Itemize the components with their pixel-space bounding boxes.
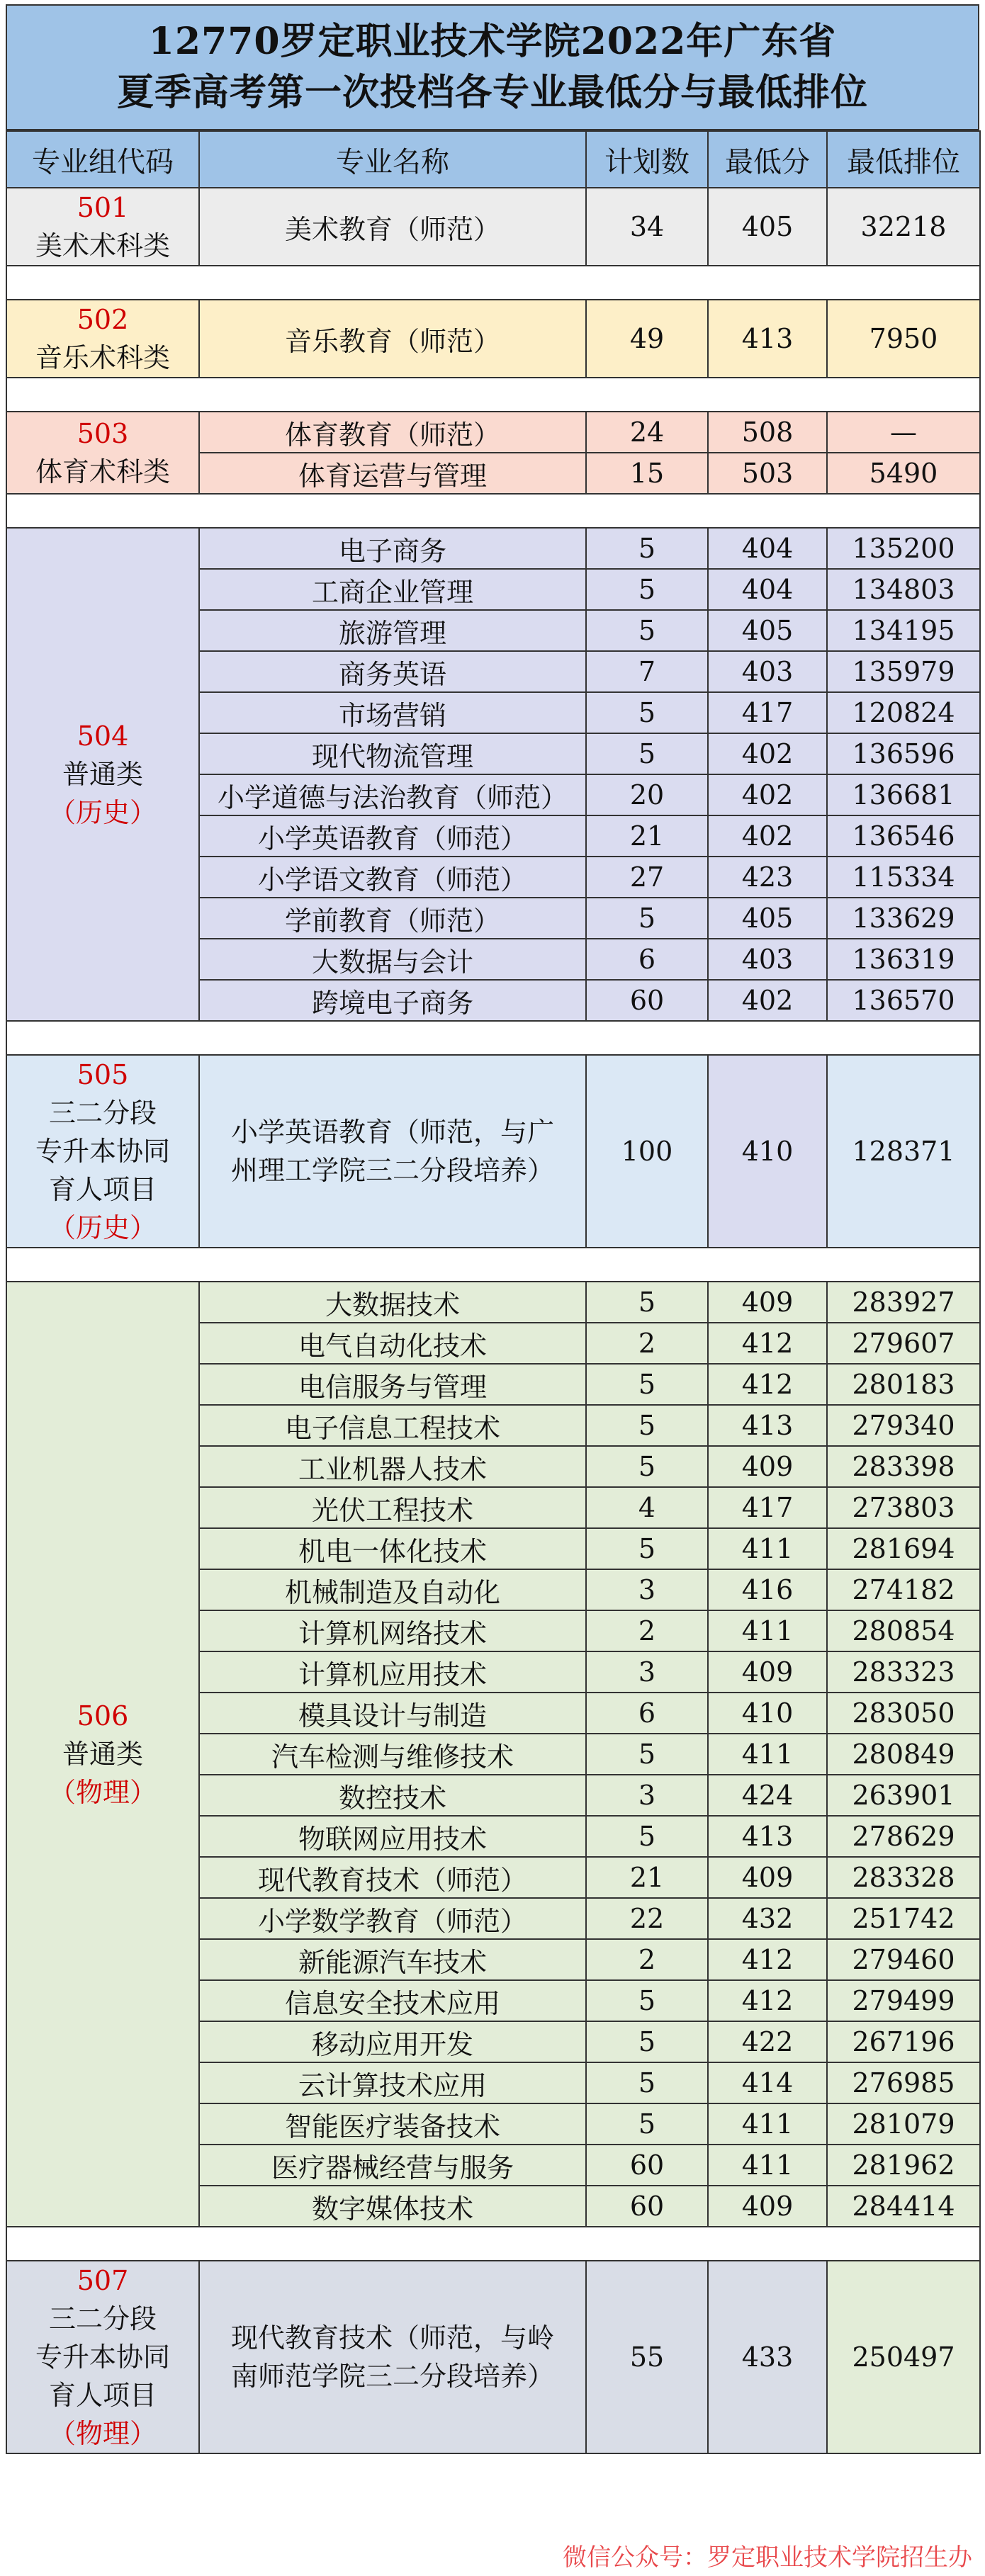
min-score-cell: 402 [708,774,827,815]
table-row [6,188,980,266]
min-rank-cell: 279340 [827,1405,980,1446]
plan-count-cell: 5 [586,2062,708,2103]
major-name-line: 小学英语教育（师范，与广 [230,1117,554,1148]
min-rank-cell: 283398 [827,1446,980,1487]
group-code-cell [6,300,199,378]
header-group-code: 专业组代码 [6,131,199,188]
major-name-cell: 市场营销 [199,692,586,733]
major-name-cell: 智能医疗装备技术 [199,2103,586,2145]
major-name-cell: 工业机器人技术 [199,1446,586,1487]
min-rank-cell: 280854 [827,1610,980,1651]
min-rank-cell: 281079 [827,2103,980,2145]
group-code: 502 [77,304,129,335]
plan-count-cell: 27 [586,857,708,898]
min-score-cell: 416 [708,1569,827,1610]
min-score-cell: 413 [708,300,827,378]
admission-score-table [6,130,981,2454]
major-name-cell: 电子信息工程技术 [199,1405,586,1446]
group-code: 503 [77,418,129,449]
min-rank-cell: 283050 [827,1693,980,1734]
group-code: 504 [77,721,129,752]
min-rank-cell: 279499 [827,1980,980,2021]
major-name-cell: 计算机应用技术 [199,1651,586,1693]
plan-count-cell: 22 [586,1898,708,1939]
plan-count-cell: 15 [586,453,708,494]
min-rank-cell: 280183 [827,1364,980,1405]
min-score-cell: 424 [708,1775,827,1816]
min-score-cell: 423 [708,857,827,898]
min-rank-cell: 279607 [827,1323,980,1364]
min-rank-cell: 250497 [827,2261,980,2453]
min-score-cell: 411 [708,2145,827,2186]
group-code: 501 [77,192,129,223]
major-name-cell [199,1055,586,1248]
plan-count-cell: 5 [586,1734,708,1775]
min-rank-cell: 251742 [827,1898,980,1939]
separator-cell [6,2227,980,2261]
min-rank-cell: 136570 [827,980,980,1021]
major-name-cell: 大数据与会计 [199,939,586,980]
plan-count-cell: 34 [586,188,708,266]
min-rank-cell: 279460 [827,1939,980,1980]
min-rank-cell: 274182 [827,1569,980,1610]
plan-count-cell: 3 [586,1569,708,1610]
major-name-cell: 商务英语 [199,651,586,692]
plan-count-cell: 5 [586,1528,708,1569]
table-row [6,300,980,378]
major-name-cell: 现代教育技术（师范） [199,1857,586,1898]
major-name-cell: 物联网应用技术 [199,1816,586,1857]
plan-count-cell: 60 [586,2186,708,2227]
plan-count-cell: 6 [586,1693,708,1734]
major-name-line: 现代教育技术（师范，与岭 [230,2322,554,2354]
title-line-1: 12770罗定职业技术学院2022年广东省 [148,20,837,63]
plan-count-cell: 21 [586,1857,708,1898]
group-code-cell [6,412,199,494]
plan-count-cell: 60 [586,2145,708,2186]
min-rank-cell: 134803 [827,569,980,610]
group-code: 505 [77,1059,129,1090]
header-plan-count: 计划数 [586,131,708,188]
group-code-cell [6,188,199,266]
group-category: 美术术科类 [35,230,170,261]
min-score-cell: 432 [708,1898,827,1939]
major-name-cell: 体育运营与管理 [199,453,586,494]
group-category: 普通类 [62,759,143,790]
group-code: 506 [77,1700,129,1732]
major-name-cell: 音乐教育（师范） [199,300,586,378]
table-row [6,412,980,453]
major-name-cell [199,2261,586,2453]
plan-count-cell: 5 [586,1282,708,1323]
separator-cell [6,266,980,300]
separator-cell [6,1021,980,1055]
major-name-cell: 数字媒体技术 [199,2186,586,2227]
min-rank-cell: — [827,412,980,453]
group-separator [6,266,980,300]
major-name-cell: 机电一体化技术 [199,1528,586,1569]
min-score-cell: 412 [708,1980,827,2021]
plan-count-cell: 3 [586,1651,708,1693]
min-rank-cell: 136546 [827,815,980,857]
min-score-cell: 508 [708,412,827,453]
major-name-cell: 小学语文教育（师范） [199,857,586,898]
min-score-cell: 405 [708,898,827,939]
min-rank-cell: 283328 [827,1857,980,1898]
plan-count-cell: 5 [586,2021,708,2062]
min-rank-cell: 267196 [827,2021,980,2062]
group-category-line: 育人项目 [48,2380,157,2411]
header-major-name: 专业名称 [199,131,586,188]
major-name-cell: 机械制造及自动化 [199,1569,586,1610]
plan-count-cell: 5 [586,610,708,651]
plan-count-cell: 4 [586,1487,708,1528]
major-name-cell: 移动应用开发 [199,2021,586,2062]
major-name-cell: 体育教育（师范） [199,412,586,453]
major-name-cell: 大数据技术 [199,1282,586,1323]
min-score-cell: 413 [708,1816,827,1857]
major-name-cell: 小学英语教育（师范） [199,815,586,857]
group-separator [6,494,980,528]
major-name-cell: 汽车检测与维修技术 [199,1734,586,1775]
group-code-cell [6,1282,199,2227]
min-score-cell: 409 [708,1857,827,1898]
major-name-cell: 信息安全技术应用 [199,1980,586,2021]
major-name-cell: 光伏工程技术 [199,1487,586,1528]
table-row [6,1055,980,1248]
group-category-line: 三二分段 [48,2303,157,2334]
plan-count-cell: 5 [586,1980,708,2021]
min-rank-cell: 133629 [827,898,980,939]
min-score-cell: 405 [708,188,827,266]
major-name-cell: 电子商务 [199,528,586,569]
major-name-cell: 现代物流管理 [199,733,586,774]
plan-count-cell: 5 [586,898,708,939]
header-row [6,131,980,188]
plan-count-cell: 5 [586,528,708,569]
major-name-cell: 计算机网络技术 [199,1610,586,1651]
min-score-cell: 402 [708,733,827,774]
min-score-cell: 404 [708,528,827,569]
min-score-cell: 411 [708,1734,827,1775]
table-row [6,2261,980,2453]
group-separator [6,2227,980,2261]
min-rank-cell: 136596 [827,733,980,774]
separator-cell [6,378,980,412]
min-score-cell: 403 [708,651,827,692]
plan-count-cell: 5 [586,1446,708,1487]
min-score-cell: 413 [708,1405,827,1446]
min-rank-cell: 136681 [827,774,980,815]
plan-count-cell: 49 [586,300,708,378]
plan-count-cell: 5 [586,1364,708,1405]
separator-cell [6,494,980,528]
major-name-cell: 美术教育（师范） [199,188,586,266]
min-rank-cell: 278629 [827,1816,980,1857]
group-subject-tag: （物理） [48,1777,157,1808]
major-name-line: 州理工学院三二分段培养） [230,1155,554,1186]
min-rank-cell: 263901 [827,1775,980,1816]
major-name-cell: 小学道德与法治教育（师范） [199,774,586,815]
group-code: 507 [77,2265,129,2296]
min-score-cell: 433 [708,2261,827,2453]
min-score-cell: 422 [708,2021,827,2062]
plan-count-cell: 21 [586,815,708,857]
group-code-cell [6,2261,199,2453]
group-subject-tag: （历史） [48,797,157,828]
min-rank-cell: 134195 [827,610,980,651]
major-name-cell: 小学数学教育（师范） [199,1898,586,1939]
group-category: 音乐术科类 [35,342,170,373]
min-rank-cell: 280849 [827,1734,980,1775]
min-score-cell: 414 [708,2062,827,2103]
group-subject-tag: （物理） [48,2418,157,2449]
min-score-cell: 411 [708,1528,827,1569]
group-category-line: 专升本协同 [35,1136,170,1167]
table-row [6,528,980,569]
min-score-cell: 411 [708,1610,827,1651]
group-separator [6,1021,980,1055]
title-line-2: 夏季高考第一次投档各专业最低分与最低排位 [116,71,868,114]
min-rank-cell: 32218 [827,188,980,266]
min-score-cell: 410 [708,1693,827,1734]
min-rank-cell: 276985 [827,2062,980,2103]
major-name-cell: 医疗器械经营与服务 [199,2145,586,2186]
group-category: 体育术科类 [35,456,170,487]
min-rank-cell: 283323 [827,1651,980,1693]
min-score-cell: 409 [708,1282,827,1323]
plan-count-cell: 2 [586,1323,708,1364]
group-category-line: 三二分段 [48,1097,157,1129]
major-name-cell: 电信服务与管理 [199,1364,586,1405]
min-score-cell: 503 [708,453,827,494]
min-rank-cell: 281962 [827,2145,980,2186]
plan-count-cell: 24 [586,412,708,453]
plan-count-cell: 2 [586,1939,708,1980]
major-name-cell: 电气自动化技术 [199,1323,586,1364]
major-name-cell: 云计算技术应用 [199,2062,586,2103]
plan-count-cell: 3 [586,1775,708,1816]
plan-count-cell: 6 [586,939,708,980]
min-score-cell: 409 [708,2186,827,2227]
min-rank-cell: 136319 [827,939,980,980]
min-rank-cell: 7950 [827,300,980,378]
major-name-line: 南师范学院三二分段培养） [230,2361,554,2392]
group-category-line: 专升本协同 [35,2341,170,2373]
table-row [6,1282,980,1323]
header-min-score: 最低分 [708,131,827,188]
min-rank-cell: 135979 [827,651,980,692]
header-min-rank: 最低排位 [827,131,980,188]
min-score-cell: 409 [708,1446,827,1487]
plan-count-cell: 5 [586,569,708,610]
min-score-cell: 402 [708,980,827,1021]
plan-count-cell: 5 [586,733,708,774]
plan-count-cell: 5 [586,2103,708,2145]
major-name-cell: 旅游管理 [199,610,586,651]
plan-count-cell: 20 [586,774,708,815]
min-score-cell: 412 [708,1939,827,1980]
group-category: 普通类 [62,1739,143,1770]
min-rank-cell: 284414 [827,2186,980,2227]
min-score-cell: 404 [708,569,827,610]
min-score-cell: 411 [708,2103,827,2145]
major-name-cell: 新能源汽车技术 [199,1939,586,1980]
min-score-cell: 410 [708,1055,827,1248]
min-rank-cell: 128371 [827,1055,980,1248]
group-code-cell [6,528,199,1021]
plan-count-cell: 5 [586,1405,708,1446]
min-rank-cell: 283927 [827,1282,980,1323]
plan-count-cell: 55 [586,2261,708,2453]
major-name-cell: 工商企业管理 [199,569,586,610]
major-name-cell: 跨境电子商务 [199,980,586,1021]
min-score-cell: 405 [708,610,827,651]
min-rank-cell: 115334 [827,857,980,898]
min-score-cell: 402 [708,815,827,857]
min-score-cell: 417 [708,1487,827,1528]
group-code-cell [6,1055,199,1248]
min-rank-cell: 135200 [827,528,980,569]
group-separator [6,378,980,412]
separator-cell [6,1248,980,1282]
min-score-cell: 417 [708,692,827,733]
min-score-cell: 409 [708,1651,827,1693]
plan-count-cell: 5 [586,692,708,733]
min-score-cell: 412 [708,1364,827,1405]
min-rank-cell: 5490 [827,453,980,494]
footer-wechat-note: 微信公众号：罗定职业技术学院招生办 [563,2543,972,2572]
plan-count-cell: 100 [586,1055,708,1248]
min-score-cell: 412 [708,1323,827,1364]
min-rank-cell: 281694 [827,1528,980,1569]
major-name-cell: 模具设计与制造 [199,1693,586,1734]
plan-count-cell: 5 [586,1816,708,1857]
table-title [6,4,979,130]
min-rank-cell: 273803 [827,1487,980,1528]
major-name-cell: 数控技术 [199,1775,586,1816]
plan-count-cell: 60 [586,980,708,1021]
group-separator [6,1248,980,1282]
group-subject-tag: （历史） [48,1212,157,1243]
major-name-cell: 学前教育（师范） [199,898,586,939]
plan-count-cell: 2 [586,1610,708,1651]
group-category-line: 育人项目 [48,1174,157,1205]
min-score-cell: 403 [708,939,827,980]
min-rank-cell: 120824 [827,692,980,733]
plan-count-cell: 7 [586,651,708,692]
